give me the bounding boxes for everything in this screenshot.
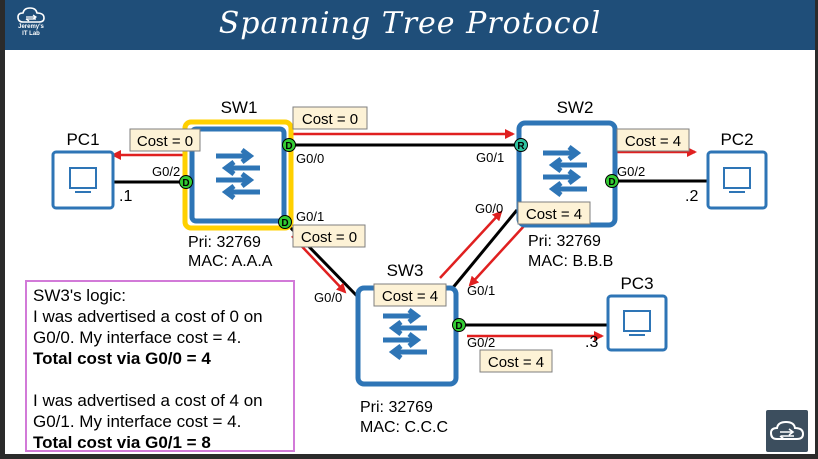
cost-label-sw3-up bbox=[374, 284, 446, 306]
logic-line: G0/1. My interface cost = 4. bbox=[33, 412, 242, 431]
sw3-logic-box bbox=[25, 280, 295, 452]
logic-line: I was advertised a cost of 4 on bbox=[33, 391, 263, 410]
port-sw1-g02[interactable] bbox=[180, 176, 193, 190]
logo-text-2: IT Lab bbox=[22, 31, 40, 37]
pc2-name: PC2 bbox=[720, 130, 754, 149]
pc3[interactable] bbox=[608, 296, 666, 350]
if-label-sw2-g02: G0/2 bbox=[617, 164, 646, 179]
sw3-priority: Pri: 32769 bbox=[360, 399, 433, 416]
slide-title: Spanning Tree Protocol bbox=[218, 6, 602, 41]
port-role-sw2-g02: D bbox=[608, 177, 616, 188]
sw3-name: SW3 bbox=[386, 261, 424, 280]
logic-total-g01: Total cost via G0/1 = 8 bbox=[33, 433, 211, 452]
if-label-sw2-g01: G0/1 bbox=[476, 150, 505, 165]
logic-line: I was advertised a cost of 0 on bbox=[33, 307, 263, 326]
slide bbox=[5, 0, 815, 454]
port-sw3-g02[interactable] bbox=[453, 319, 466, 333]
sw2-priority: Pri: 32769 bbox=[528, 233, 601, 250]
sw1-priority: Pri: 32769 bbox=[188, 234, 261, 251]
port-role-sw1-g01: D bbox=[281, 218, 289, 229]
pc1-name: PC1 bbox=[66, 130, 100, 149]
link-sw2-sw3 bbox=[451, 210, 517, 290]
svg-text:Cost = 4: Cost = 4 bbox=[381, 288, 439, 305]
corner-logo[interactable] bbox=[766, 410, 808, 452]
if-label-sw3-g02: G0/2 bbox=[467, 335, 496, 350]
logic-line: G0/0. My interface cost = 4. bbox=[33, 328, 242, 347]
if-label-sw1-g00: G0/0 bbox=[296, 151, 325, 166]
cost-label-sw2-pc2 bbox=[617, 129, 689, 151]
if-label-sw1-g02: G0/2 bbox=[152, 164, 181, 179]
logic-heading: SW3's logic: bbox=[33, 286, 126, 305]
pc3-name: PC3 bbox=[620, 274, 654, 293]
pc3-address: .3 bbox=[585, 334, 599, 351]
logic-total-g00: Total cost via G0/0 = 4 bbox=[33, 349, 211, 368]
logo-text-1: Jeremy's bbox=[18, 24, 44, 30]
svg-text:Cost = 4: Cost = 4 bbox=[624, 133, 682, 150]
cloud-icon bbox=[766, 410, 808, 452]
sw3-mac: MAC: C.C.C bbox=[360, 419, 448, 436]
pc1-address: .1 bbox=[119, 188, 133, 205]
svg-text:Cost = 0: Cost = 0 bbox=[301, 111, 359, 128]
port-sw2-g01[interactable] bbox=[515, 139, 528, 153]
cost-label-sw1-sw3 bbox=[293, 225, 365, 247]
if-label-sw2-g00: G0/0 bbox=[475, 201, 504, 216]
switch-sw1[interactable] bbox=[185, 122, 291, 228]
cost-label-sw1-sw2 bbox=[293, 107, 367, 129]
spacer bbox=[33, 369, 287, 390]
port-sw1-g01[interactable] bbox=[279, 216, 292, 230]
cost-label-sw3-pc3 bbox=[480, 350, 552, 372]
sw1-name: SW1 bbox=[220, 98, 258, 117]
port-role-sw1-g00: D bbox=[285, 141, 293, 152]
port-role-sw2-g01: R bbox=[517, 141, 525, 152]
port-role-sw3-g02: D bbox=[455, 321, 463, 332]
svg-text:Cost = 0: Cost = 0 bbox=[300, 229, 358, 246]
cost-label-sw1-pc1 bbox=[130, 129, 200, 151]
pc2[interactable] bbox=[708, 152, 766, 208]
sw2-name: SW2 bbox=[556, 98, 594, 117]
sw1-mac: MAC: A.A.A bbox=[188, 253, 273, 270]
svg-text:Cost = 4: Cost = 4 bbox=[525, 206, 583, 223]
svg-text:Cost = 0: Cost = 0 bbox=[136, 133, 194, 150]
if-label-sw3-g00: G0/0 bbox=[314, 290, 343, 305]
port-role-sw1-g02: D bbox=[182, 178, 190, 189]
pc2-address: .2 bbox=[685, 188, 699, 205]
cost-label-sw2-sw3 bbox=[518, 202, 590, 224]
pc1[interactable] bbox=[53, 152, 113, 208]
sw2-mac: MAC: B.B.B bbox=[528, 253, 614, 270]
if-label-sw1-g01: G0/1 bbox=[296, 209, 325, 224]
port-sw1-g00[interactable] bbox=[283, 139, 296, 153]
svg-text:Cost = 4: Cost = 4 bbox=[487, 354, 545, 371]
if-label-sw3-g01: G0/1 bbox=[467, 283, 496, 298]
